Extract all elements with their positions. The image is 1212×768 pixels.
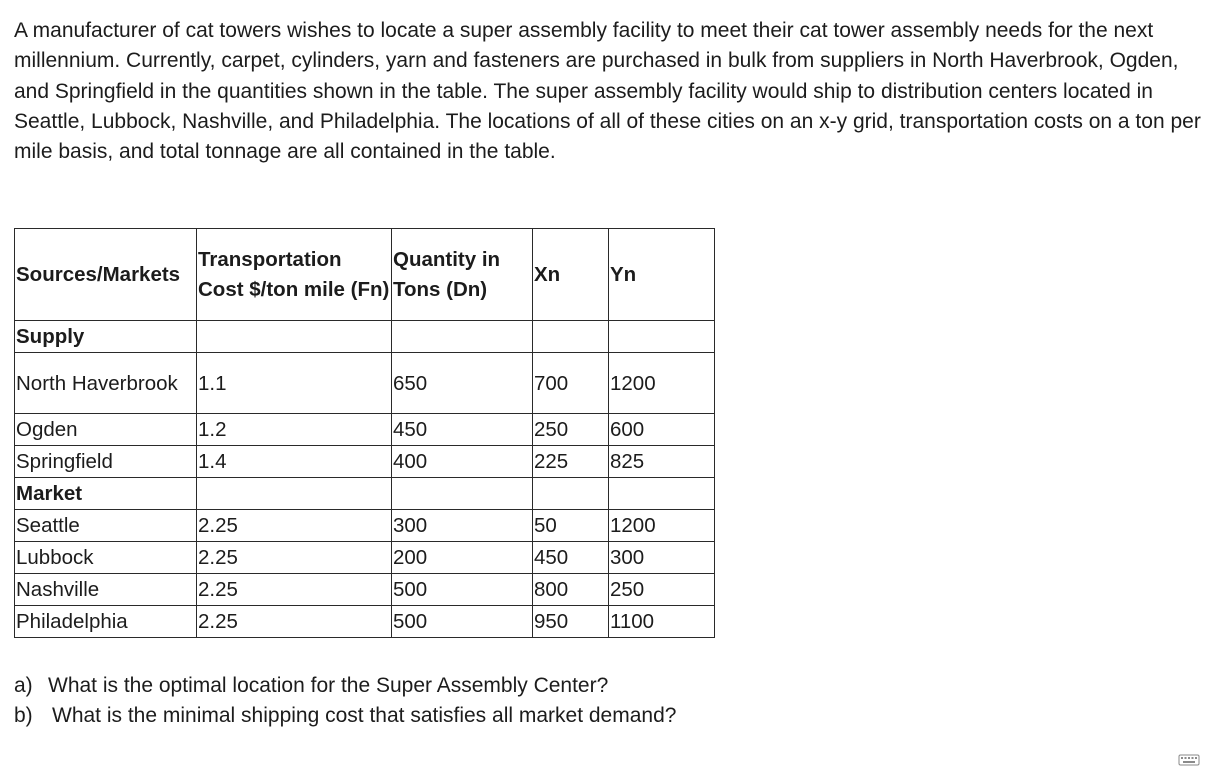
question-a bbox=[14, 671, 676, 701]
market-name: Nashville bbox=[15, 574, 197, 606]
quantity-cell: 650 bbox=[392, 353, 533, 414]
y-cell: 600 bbox=[609, 414, 715, 446]
question-text: What is the optimal location for the Super Assembly Center? bbox=[48, 674, 609, 697]
quantity-cell: 400 bbox=[392, 446, 533, 478]
market-name: Seattle bbox=[15, 510, 197, 542]
cost-cell: 2.25 bbox=[197, 510, 392, 542]
x-cell: 225 bbox=[533, 446, 609, 478]
source-name: North Haverbrook bbox=[15, 353, 197, 414]
data-table bbox=[14, 228, 715, 638]
problem-statement: A manufacturer of cat towers wishes to locate a super assembly facility to meet their cat tower assembly needs for the next millennium. Currently, carpet, cylinders, yarn and fasteners are purchased in bulk from suppliers in North Haverbrook, Ogden, and Springfield in the quantities shown in the table. The super assembly facility would ship to distribution centers located in Seattle, Lubbock, Nashville, and Philadelphia. The locations of all of these cities on an x-y grid, transportation costs on a ton per mile basis, and total tonnage are all contained in the table. bbox=[14, 19, 1201, 164]
quantity-cell: 450 bbox=[392, 414, 533, 446]
x-cell: 700 bbox=[533, 353, 609, 414]
header-xn: Xn bbox=[533, 229, 609, 321]
quantity-cell: 300 bbox=[392, 510, 533, 542]
market-name: Lubbock bbox=[15, 542, 197, 574]
y-cell: 825 bbox=[609, 446, 715, 478]
section-label-market: Market bbox=[15, 478, 197, 510]
x-cell: 50 bbox=[533, 510, 609, 542]
question-text: What is the minimal shipping cost that satisfies all market demand? bbox=[52, 704, 677, 727]
table-row bbox=[15, 510, 715, 542]
table-row bbox=[15, 446, 715, 478]
x-cell: 800 bbox=[533, 574, 609, 606]
header-row bbox=[15, 229, 715, 321]
header-cost: Transportation Cost $/ton mile (Fn) bbox=[197, 229, 392, 321]
table-row bbox=[15, 414, 715, 446]
question-b bbox=[14, 701, 676, 731]
y-cell: 250 bbox=[609, 574, 715, 606]
header-sources: Sources/Markets bbox=[15, 229, 197, 321]
question-label: a) bbox=[14, 674, 33, 697]
question-label: b) bbox=[14, 704, 33, 727]
header-yn: Yn bbox=[609, 229, 715, 321]
questions-list bbox=[14, 671, 676, 731]
table-row bbox=[15, 574, 715, 606]
x-cell: 250 bbox=[533, 414, 609, 446]
y-cell: 1100 bbox=[609, 606, 715, 638]
cost-cell: 2.25 bbox=[197, 606, 392, 638]
source-name: Springfield bbox=[15, 446, 197, 478]
x-cell: 450 bbox=[533, 542, 609, 574]
keyboard-icon[interactable] bbox=[1178, 754, 1200, 766]
quantity-cell: 200 bbox=[392, 542, 533, 574]
y-cell: 1200 bbox=[609, 353, 715, 414]
y-cell: 1200 bbox=[609, 510, 715, 542]
table-row bbox=[15, 353, 715, 414]
section-row-supply bbox=[15, 321, 715, 353]
section-label-supply: Supply bbox=[15, 321, 197, 353]
y-cell: 300 bbox=[609, 542, 715, 574]
cost-cell: 1.2 bbox=[197, 414, 392, 446]
cost-cell: 1.1 bbox=[197, 353, 392, 414]
cost-cell: 1.4 bbox=[197, 446, 392, 478]
source-name: Ogden bbox=[15, 414, 197, 446]
market-name: Philadelphia bbox=[15, 606, 197, 638]
table-row bbox=[15, 542, 715, 574]
cost-cell: 2.25 bbox=[197, 574, 392, 606]
cost-cell: 2.25 bbox=[197, 542, 392, 574]
quantity-cell: 500 bbox=[392, 574, 533, 606]
quantity-cell: 500 bbox=[392, 606, 533, 638]
table-row bbox=[15, 606, 715, 638]
x-cell: 950 bbox=[533, 606, 609, 638]
section-row-market bbox=[15, 478, 715, 510]
header-quantity: Quantity in Tons (Dn) bbox=[392, 229, 533, 321]
